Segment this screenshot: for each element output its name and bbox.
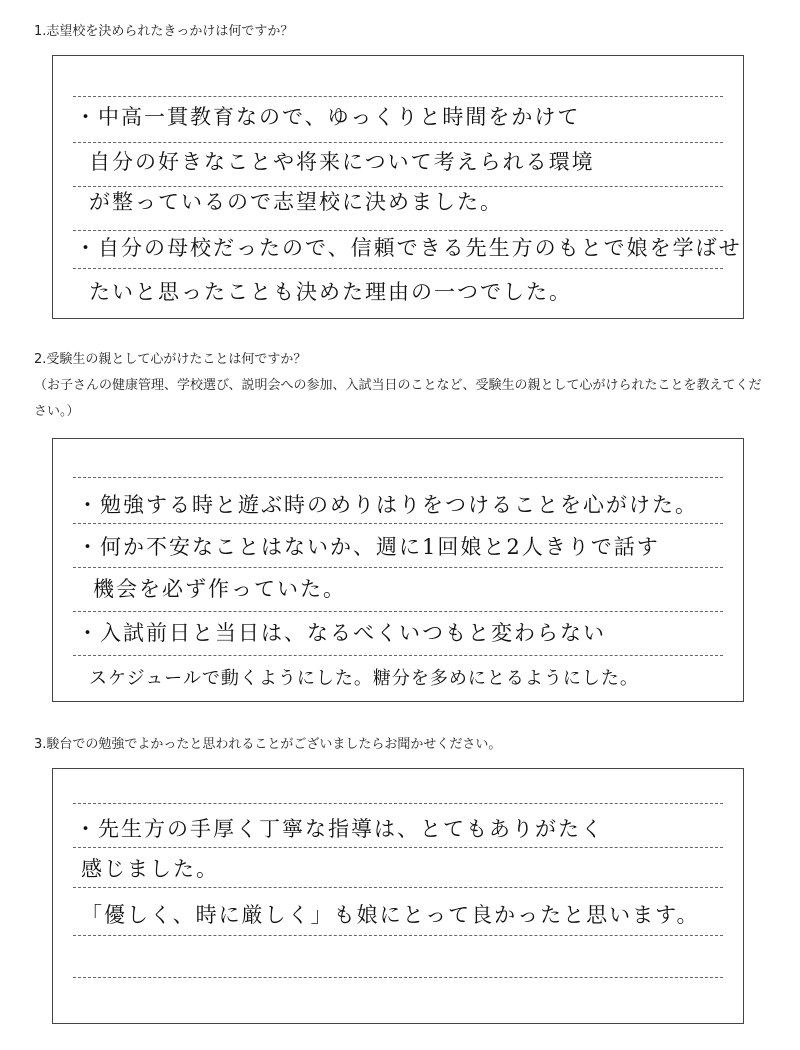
answer-2-line-1: ・勉強する時と遊ぶ時のめりはりをつけることを心がけた。 [77,493,698,517]
dashed-rule [73,803,723,804]
answer-3-line-3: 「優しく、時に厳しく」も娘にとって良かったと思います。 [81,903,700,927]
answer-2-line-5: スケジュールで動くようにした。糖分を多めにとるようにした。 [89,668,639,689]
answer-1-line-3: が整っているので志望校に決めました。 [89,190,503,214]
dashed-rule [73,567,723,568]
question-1-title: 1.志望校を決められたきっかけは何ですか？ [34,24,294,39]
dashed-rule [73,142,723,143]
answer-1-line-2: 自分の好きなことや将来について考えられる環境 [89,150,595,174]
dashed-rule [73,977,723,978]
answer-2-line-4: ・入試前日と当日は、なるべくいつもと変わらない [77,621,606,645]
dashed-rule [73,186,723,187]
question-2-title: 2.受験生の親として心がけたことは何ですか？ [34,352,307,367]
dashed-rule [73,935,723,936]
dashed-rule [73,887,723,888]
dashed-rule [73,230,723,231]
answer-box-1 [52,55,744,319]
answer-3-line-1: ・先生方の手厚く丁寧な指導は、とてもありがたく [75,817,604,841]
dashed-rule [73,523,723,524]
answer-2-line-2: ・何か不安なことはないか、週に1回娘と2人きりで話す [77,535,660,559]
answer-1-line-1: ・中高一貫教育なので、ゆっくりと時間をかけて [75,105,581,129]
answer-box-3 [52,768,744,1024]
answer-1-line-5: たいと思ったことも決めた理由の一つでした。 [89,280,572,304]
answer-1-line-4: ・自分の母校だったので、信頼できる先生方のもとで娘を学ばせ [75,236,742,260]
answer-box-2 [52,438,744,702]
dashed-rule [73,268,723,269]
dashed-rule [73,477,723,478]
question-2-subtitle: （お子さんの健康管理、学校選び、説明会への参加、入試当日のことなど、受験生の親として心がけられたことを教えてください。） [34,378,762,419]
answer-2-line-3: 機会を必ず作っていた。 [93,577,346,601]
dashed-rule [73,611,723,612]
answer-3-line-2: 感じました。 [81,857,219,881]
dashed-rule [73,847,723,848]
dashed-rule [73,96,723,97]
question-3-title: 3.駿台での勉強でよかったと思われることがございましたらお聞かせください。 [34,737,502,752]
dashed-rule [73,655,723,656]
